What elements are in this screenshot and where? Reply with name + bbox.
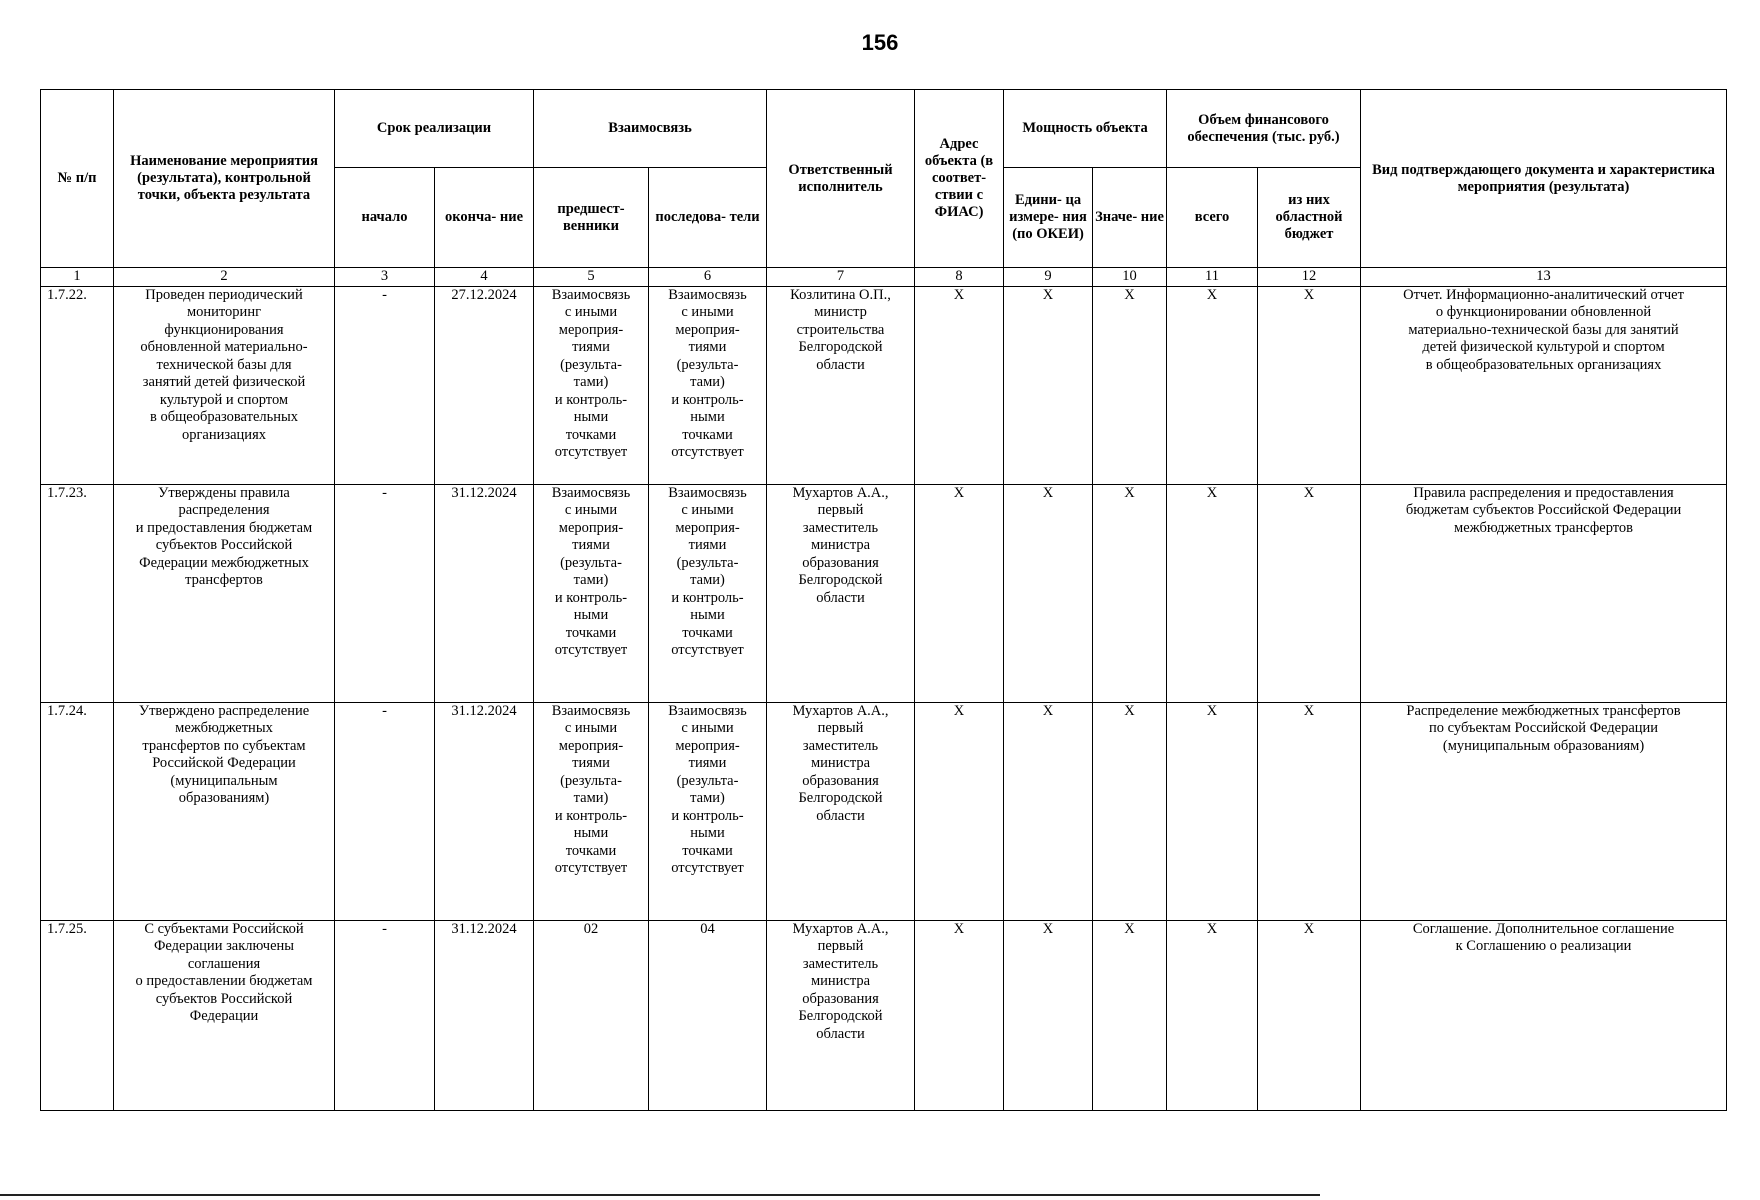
column-number: 1 — [41, 268, 114, 287]
table-row — [41, 286, 1727, 484]
row-name: Утверждено распределение межбюджетных трансфертов по субъектам Российской Федерации (муниципальным образованиям) — [114, 702, 335, 920]
row-address: Х — [915, 920, 1004, 1110]
row-address: Х — [915, 484, 1004, 702]
row-value: Х — [1093, 484, 1167, 702]
row-start: - — [335, 484, 435, 702]
row-doc: Отчет. Информационно-аналитический отчет о функционировании обновленной материально-технической базы для занятий детей физической культурой и спортом в общеобразовательных организациях — [1361, 286, 1727, 484]
row-executor: Мухартов А.А., первый заместитель министра образования Белгородской области — [767, 484, 915, 702]
row-pred: Взаимосвязь с иными мероприя- тиями (результа- тами) и контроль- ными точками отсутствует — [534, 702, 649, 920]
row-value: Х — [1093, 286, 1167, 484]
row-address: Х — [915, 702, 1004, 920]
column-number: 8 — [915, 268, 1004, 287]
row-end: 31.12.2024 — [435, 702, 534, 920]
column-number: 12 — [1258, 268, 1361, 287]
column-number: 7 — [767, 268, 915, 287]
row-pred: 02 — [534, 920, 649, 1110]
header-finance-total: всего — [1167, 168, 1258, 268]
row-next: Взаимосвязь с иными мероприя- тиями (результа- тами) и контроль- ными точками отсутствует — [649, 702, 767, 920]
column-number: 5 — [534, 268, 649, 287]
events-table — [40, 89, 1727, 1111]
header-power-value: Значе- ние — [1093, 168, 1167, 268]
row-num: 1.7.24. — [41, 702, 114, 920]
table-row — [41, 702, 1727, 920]
row-value: Х — [1093, 920, 1167, 1110]
row-name: Проведен периодический мониторинг функционирования обновленной материально- технической базы для занятий детей физической культурой и спортом в общеобразовательных организациях — [114, 286, 335, 484]
header-finance: Объем финансового обеспечения (тыс. руб.) — [1167, 90, 1361, 168]
header-term-start: начало — [335, 168, 435, 268]
column-number: 2 — [114, 268, 335, 287]
column-number: 6 — [649, 268, 767, 287]
bottom-rule — [0, 1194, 1320, 1196]
row-name: С субъектами Российской Федерации заключены соглашения о предоставлении бюджетам субъектов Российской Федерации — [114, 920, 335, 1110]
row-name: Утверждены правила распределения и предоставления бюджетам субъектов Российской Федерации межбюджетных трансфертов — [114, 484, 335, 702]
header-power-unit: Едини- ца измере- ния (по ОКЕИ) — [1004, 168, 1093, 268]
header-address: Адрес объекта (в соответ- ствии с ФИАС) — [915, 90, 1004, 268]
header-term: Срок реализации — [335, 90, 534, 168]
table-row — [41, 920, 1727, 1110]
row-total: Х — [1167, 702, 1258, 920]
table-row — [41, 484, 1727, 702]
row-unit: Х — [1004, 286, 1093, 484]
row-executor: Мухартов А.А., первый заместитель министра образования Белгородской области — [767, 920, 915, 1110]
row-unit: Х — [1004, 702, 1093, 920]
row-num: 1.7.22. — [41, 286, 114, 484]
row-num: 1.7.25. — [41, 920, 114, 1110]
row-end: 31.12.2024 — [435, 920, 534, 1110]
header-term-end: оконча- ние — [435, 168, 534, 268]
row-total: Х — [1167, 286, 1258, 484]
row-value: Х — [1093, 702, 1167, 920]
row-doc: Соглашение. Дополнительное соглашение к Соглашению о реализации — [1361, 920, 1727, 1110]
header-link: Взаимосвязь — [534, 90, 767, 168]
header-doc: Вид подтверждающего документа и характеристика мероприятия (результата) — [1361, 90, 1727, 268]
header-link-next: последова- тели — [649, 168, 767, 268]
row-pred: Взаимосвязь с иными мероприя- тиями (результа- тами) и контроль- ными точками отсутствует — [534, 484, 649, 702]
row-end: 27.12.2024 — [435, 286, 534, 484]
header-num: № п/п — [41, 90, 114, 268]
row-executor: Мухартов А.А., первый заместитель министра образования Белгородской области — [767, 702, 915, 920]
row-end: 31.12.2024 — [435, 484, 534, 702]
row-total: Х — [1167, 484, 1258, 702]
row-doc: Распределение межбюджетных трансфертов по субъектам Российской Федерации (муниципальным образованиям) — [1361, 702, 1727, 920]
page-number: 156 — [861, 30, 899, 55]
row-regional: Х — [1258, 286, 1361, 484]
column-number: 11 — [1167, 268, 1258, 287]
row-next: Взаимосвязь с иными мероприя- тиями (результа- тами) и контроль- ными точками отсутствует — [649, 286, 767, 484]
header-power: Мощность объекта — [1004, 90, 1167, 168]
row-unit: Х — [1004, 920, 1093, 1110]
column-number: 13 — [1361, 268, 1727, 287]
row-start: - — [335, 920, 435, 1110]
header-name: Наименование мероприятия (результата), контрольной точки, объекта результата — [114, 90, 335, 268]
row-pred: Взаимосвязь с иными мероприя- тиями (результа- тами) и контроль- ными точками отсутствует — [534, 286, 649, 484]
row-regional: Х — [1258, 920, 1361, 1110]
row-unit: Х — [1004, 484, 1093, 702]
header-finance-regional: из них областной бюджет — [1258, 168, 1361, 268]
header-executor: Ответственный исполнитель — [767, 90, 915, 268]
row-executor: Козлитина О.П., министр строительства Белгородской области — [767, 286, 915, 484]
row-num: 1.7.23. — [41, 484, 114, 702]
column-number: 10 — [1093, 268, 1167, 287]
row-doc: Правила распределения и предоставления бюджетам субъектов Российской Федерации межбюджетных трансфертов — [1361, 484, 1727, 702]
row-regional: Х — [1258, 484, 1361, 702]
column-number: 4 — [435, 268, 534, 287]
header-link-pred: предшест- венники — [534, 168, 649, 268]
row-regional: Х — [1258, 702, 1361, 920]
header-row-top — [41, 90, 1727, 168]
column-number: 9 — [1004, 268, 1093, 287]
row-next: Взаимосвязь с иными мероприя- тиями (результа- тами) и контроль- ными точками отсутствует — [649, 484, 767, 702]
row-total: Х — [1167, 920, 1258, 1110]
row-address: Х — [915, 286, 1004, 484]
row-next: 04 — [649, 920, 767, 1110]
column-number-row — [41, 268, 1727, 287]
row-start: - — [335, 702, 435, 920]
row-start: - — [335, 286, 435, 484]
column-number: 3 — [335, 268, 435, 287]
